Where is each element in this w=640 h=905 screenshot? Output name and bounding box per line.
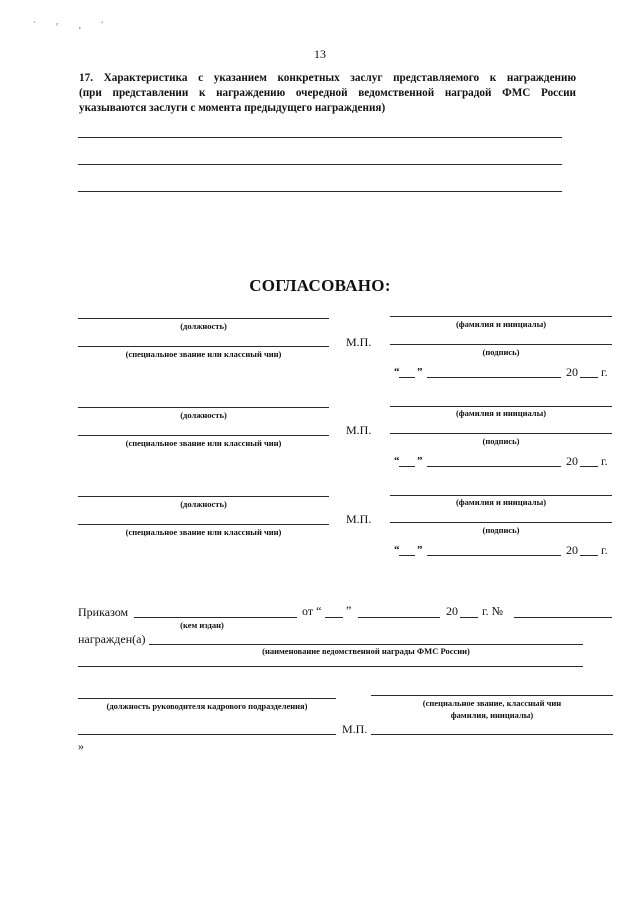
date-year-field[interactable]	[580, 466, 598, 467]
merits-line-1[interactable]	[78, 137, 562, 138]
name-field[interactable]	[390, 495, 612, 496]
date-day-field[interactable]	[399, 466, 415, 467]
position-field[interactable]	[78, 496, 329, 497]
order-issuer-field[interactable]	[134, 617, 297, 618]
date-day-field[interactable]	[399, 555, 415, 556]
date-day-field[interactable]	[399, 377, 415, 378]
date-quote-close: ”	[417, 455, 423, 467]
year-suffix: г.	[601, 365, 608, 379]
position-caption: (должность)	[180, 499, 227, 509]
date-quote-close: ”	[417, 366, 423, 378]
order-day-field[interactable]	[325, 617, 343, 618]
name-caption: (фамилия и инициалы)	[455, 319, 547, 329]
award-name-caption: (наименование ведомственной награды ФМС России)	[262, 646, 470, 656]
merits-line-2[interactable]	[78, 164, 562, 165]
rank-field[interactable]	[78, 346, 329, 347]
year-suffix: г.	[601, 454, 608, 468]
signature-field[interactable]	[390, 522, 612, 523]
position-caption: (должность)	[180, 410, 227, 420]
agreed-title: СОГЛАСОВАНО:	[249, 276, 391, 295]
order-month-field[interactable]	[358, 617, 440, 618]
date-quote-close: ”	[417, 544, 423, 556]
rank-caption: (специальное звание или классный чин)	[125, 438, 282, 448]
stamp-label: М.П.	[346, 423, 372, 437]
year-prefix: 20	[566, 543, 578, 557]
merits-line-3[interactable]	[78, 191, 562, 192]
year-prefix: 20	[566, 365, 578, 379]
order-year-prefix: 20	[446, 604, 458, 618]
position-field[interactable]	[78, 407, 329, 408]
name-caption: (фамилия и инициалы)	[455, 497, 547, 507]
signature-field[interactable]	[390, 344, 612, 345]
position-caption: (должность)	[180, 321, 227, 331]
position-field[interactable]	[78, 318, 329, 319]
section-17-heading	[79, 71, 576, 116]
year-suffix: г.	[601, 543, 608, 557]
rank-field[interactable]	[78, 435, 329, 436]
page-number: 13	[314, 47, 326, 61]
head-position-field[interactable]	[78, 698, 336, 699]
order-year-field[interactable]	[460, 617, 478, 618]
date-quote-open: “	[394, 366, 400, 378]
section-17-line-2: (при представлении к награждению очередной ведомственной наградой ФМС России	[79, 87, 576, 99]
head-rank-caption-line-2: фамилия, инициалы)	[450, 710, 534, 720]
award-name-field-2[interactable]	[78, 666, 583, 667]
scan-marks: ` ᶜ , '	[33, 20, 112, 30]
footer-stamp-label: М.П.	[342, 722, 368, 736]
rank-field[interactable]	[78, 524, 329, 525]
issued-by-caption: (кем издан)	[180, 620, 224, 630]
name-field[interactable]	[390, 406, 612, 407]
head-position-caption: (должность руководителя кадрового подразделения)	[106, 701, 308, 711]
date-year-field[interactable]	[580, 377, 598, 378]
rank-caption: (специальное звание или классный чин)	[125, 349, 282, 359]
date-quote-open: “	[394, 544, 400, 556]
date-month-field[interactable]	[427, 466, 561, 467]
order-number-label: г. №	[482, 604, 504, 618]
order-from-label: от “	[302, 604, 322, 618]
signature-field[interactable]	[390, 433, 612, 434]
section-17-line-1: 17. Характеристика с указанием конкретных заслуг представляемого к награждению	[79, 72, 576, 84]
awarded-label: награжден(а)	[78, 632, 146, 646]
name-caption: (фамилия и инициалы)	[455, 408, 547, 418]
rank-caption: (специальное звание или классный чин)	[125, 527, 282, 537]
stamp-label: М.П.	[346, 335, 372, 349]
order-label: Приказом	[78, 605, 129, 619]
date-month-field[interactable]	[427, 555, 561, 556]
award-name-field[interactable]	[149, 644, 583, 645]
stamp-label: М.П.	[346, 512, 372, 526]
head-rank-field[interactable]	[371, 695, 613, 696]
date-month-field[interactable]	[427, 377, 561, 378]
signature-caption: (подпись)	[482, 436, 520, 446]
head-position-field-2[interactable]	[78, 734, 336, 735]
year-prefix: 20	[566, 454, 578, 468]
date-quote-open: “	[394, 455, 400, 467]
section-17-line-3: указываются заслуги с момента предыдущего награждения)	[79, 102, 386, 114]
head-name-field[interactable]	[371, 734, 613, 735]
signature-caption: (подпись)	[482, 347, 520, 357]
order-number-field[interactable]	[514, 617, 612, 618]
closing-quote: »	[78, 739, 84, 753]
signature-caption: (подпись)	[482, 525, 520, 535]
date-year-field[interactable]	[580, 555, 598, 556]
name-field[interactable]	[390, 316, 612, 317]
head-rank-caption-line-1: (специальное звание, классный чин	[422, 698, 562, 708]
order-quote-close: ”	[346, 603, 352, 617]
